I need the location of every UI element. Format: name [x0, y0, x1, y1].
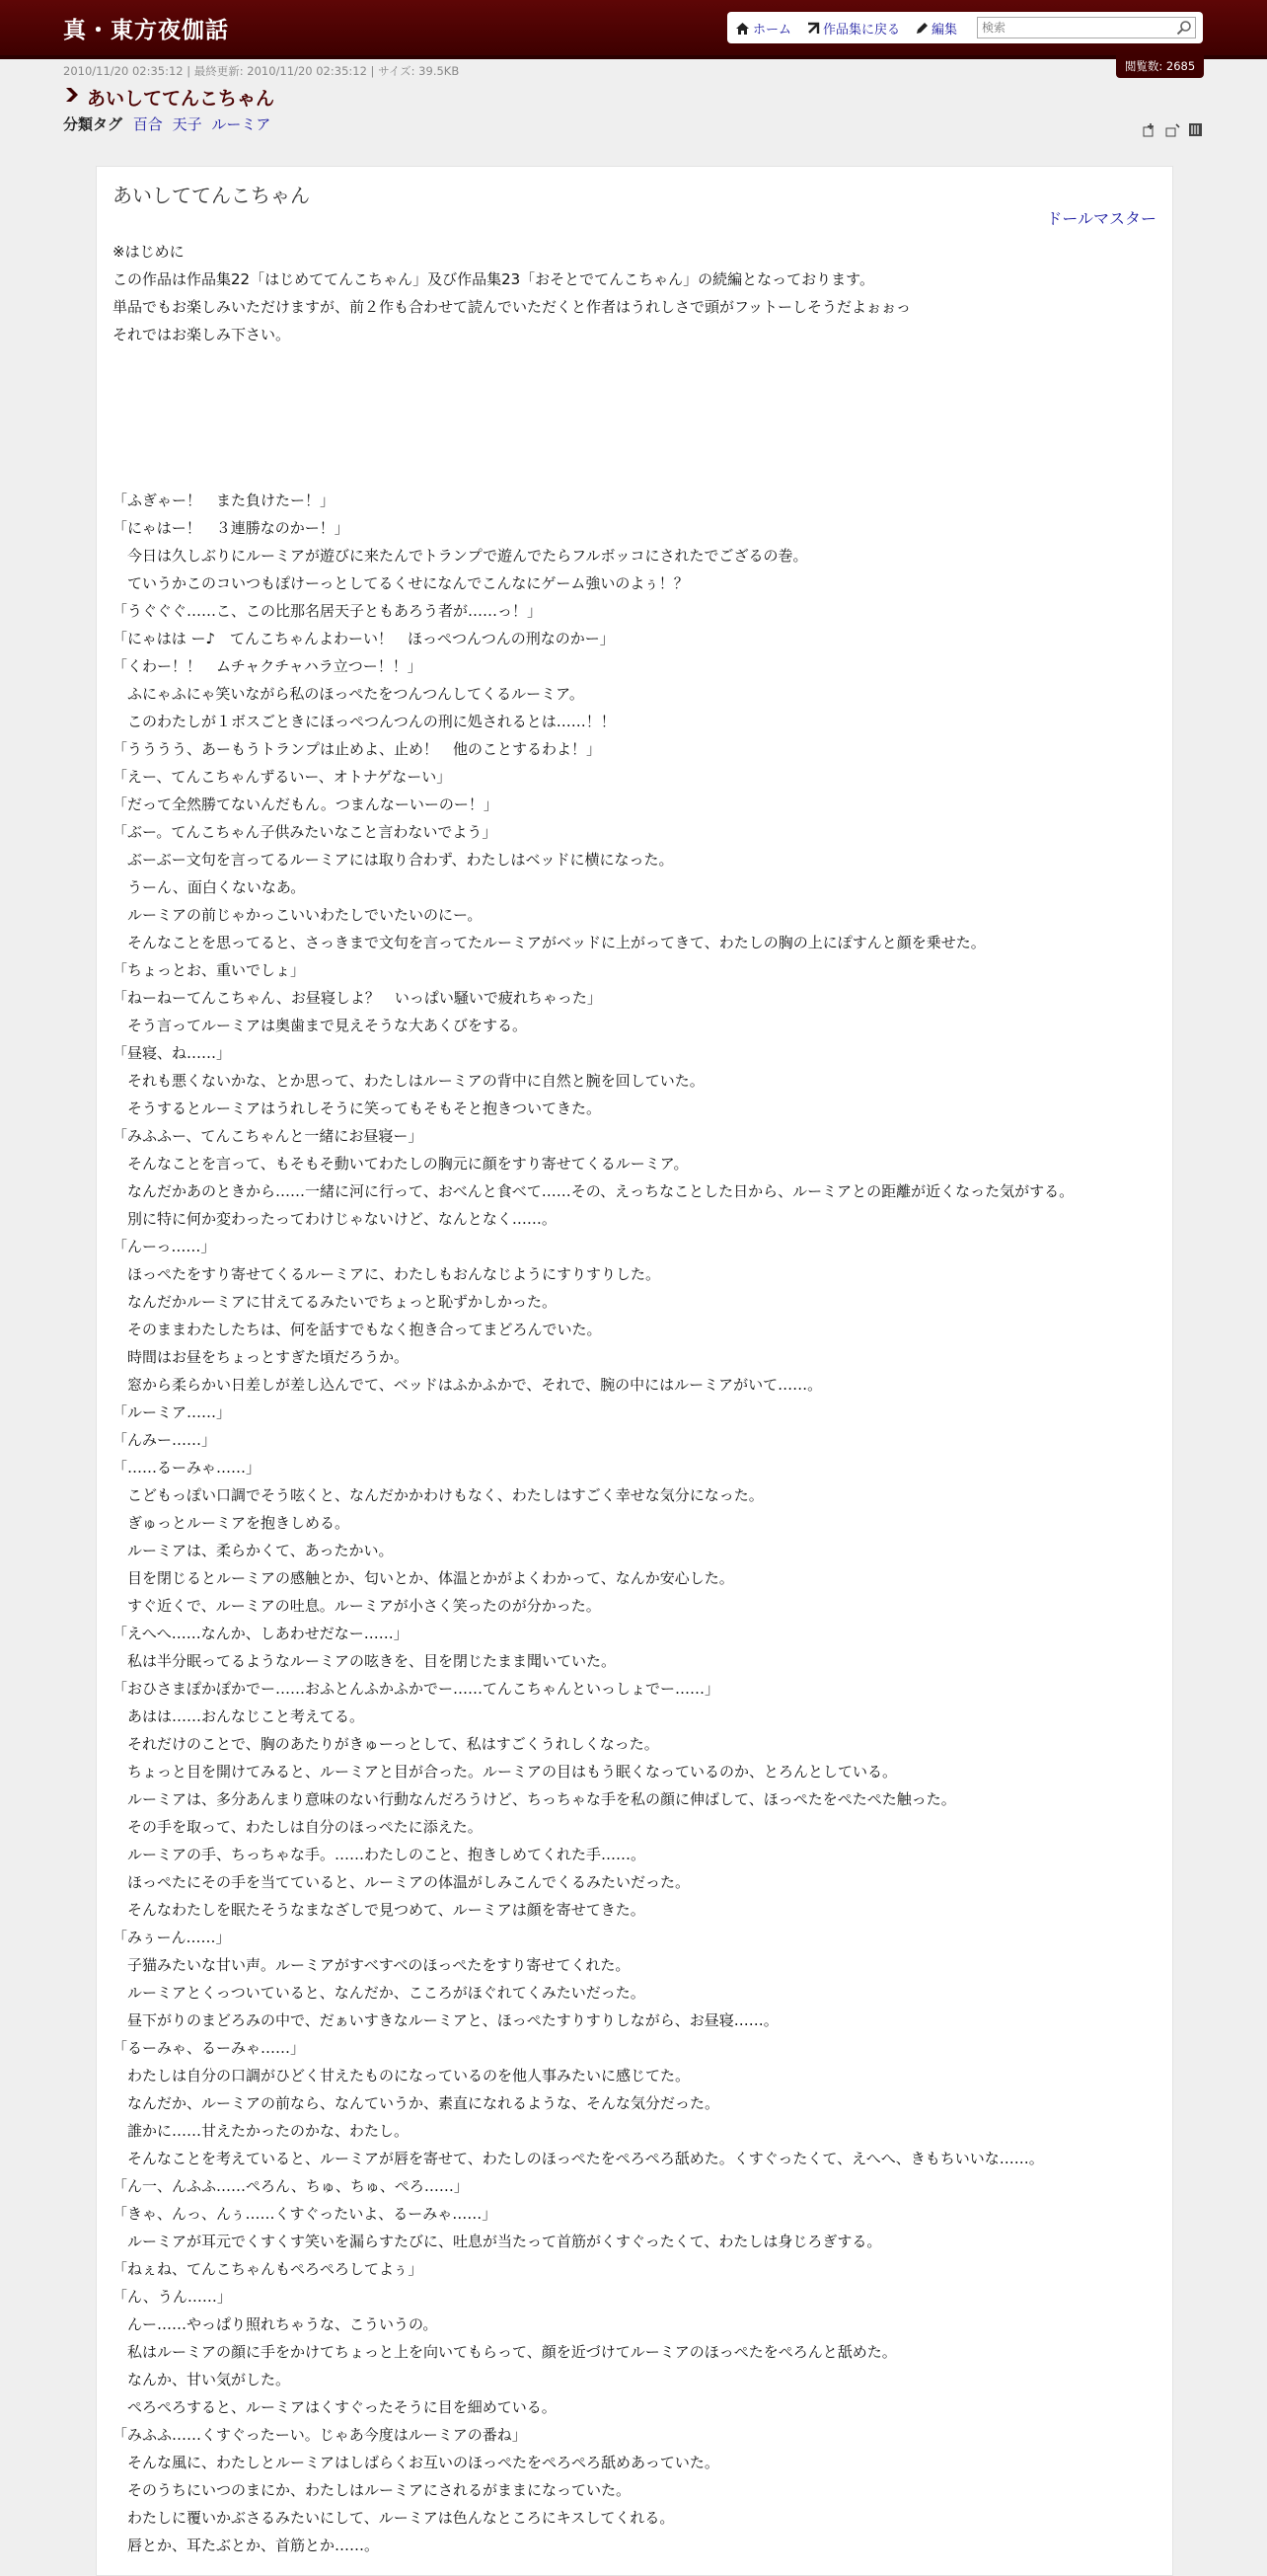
story-line: 「ねーねーてんこちゃん、お昼寝しよ？ いっぱい騒いで疲れちゃった」 — [112, 989, 602, 1007]
story-line: ぎゅっとルーミアを抱きしめる。 — [112, 1514, 350, 1532]
story-line: ていうかこのコいつもぽけーっとしてるくせになんでこんなにゲーム強いのよぅ！？ — [112, 574, 689, 592]
story-line: ルーミアとくっついていると、なんだか、こころがほぐれてくみたいだった。 — [112, 1984, 645, 2002]
story-line: 単品でもお楽しみいただけますが、前２作も合わせて読んでいただくと作者はうれしさで頭がフットーしそうだよぉぉっ — [112, 298, 911, 316]
story-line: なんか、甘い気がした。 — [112, 2371, 291, 2388]
story-line: うーん、面白くないなあ。 — [112, 878, 306, 896]
story-line: その手を取って、わたしは自分のほっぺたに添えた。 — [112, 1818, 483, 1836]
story-line: そんな風に、わたしとルーミアはしばらくお互いのほっぺたをぺろぺろ舐めあっていた。 — [112, 2454, 719, 2471]
view-count-badge: 閲覧数: 2685 — [1116, 54, 1204, 78]
story-line: そんなことを思ってると、さっきまで文句を言ってたルーミアがベッドに上がってきて、わたしの胸の上にぽすんと顔を乗せた。 — [112, 934, 986, 951]
story-line: なんだか、ルーミアの前なら、なんていうか、素直になれるような、そんな気分だった。 — [112, 2094, 720, 2112]
story-line: 私は半分眠ってるようなルーミアの呟きを、目を閉じたまま聞いていた。 — [112, 1652, 617, 1670]
story-line: 時間はお昼をちょっとすぎた頃だろうか。 — [112, 1348, 410, 1366]
story-line: 「ん、うん……」 — [112, 2288, 232, 2306]
site-title[interactable]: 真・東方夜伽話 — [63, 18, 229, 43]
story-line: そのうちにいつのまにか、わたしはルーミアにされるがままになっていた。 — [112, 2481, 632, 2499]
story-line: こどもっぽい口調でそう呟くと、なんだかかわけもなく、わたしはすごく幸せな気分になった。 — [112, 1486, 764, 1504]
story-line: 「ふぎゃー！ また負けたー！」 — [112, 492, 335, 509]
story-line: このわたしが１ボスごときにほっぺつんつんの刑に処されるとは……！！ — [112, 713, 616, 730]
page-title: あいしててんこちゃん — [87, 88, 275, 110]
nav-edit-link[interactable] — [915, 19, 957, 38]
tag-link[interactable]: 百合 — [132, 115, 163, 133]
story-body — [112, 238, 1158, 2559]
story-line: 目を閉じるとルーミアの感触とか、匂いとか、体温とかがよくわかって、なんか安心した。 — [112, 1569, 734, 1587]
hatena-bookmark-icon[interactable] — [1188, 122, 1203, 141]
story-line: ほっぺたをすり寄せてくるルーミアに、わたしもおんなじようにすりすりした。 — [112, 1265, 661, 1283]
nav-back-label: 作品集に戻る — [823, 23, 901, 38]
story-line: なんだかあのときから……一緒に河に行って、おべんと食べて……その、えっちなことした日から、ルーミアとの距離が近くなった気がする。 — [112, 1182, 1075, 1200]
story-line: ルーミアの手、ちっちゃな手。……わたしのこと、抱きしめてくれた手……。 — [112, 1846, 646, 1863]
story-line: 誰かに……甘えたかったのかな、わたし。 — [112, 2122, 410, 2140]
site-header — [0, 0, 1267, 59]
story-line: わたしに覆いかぶさるみたいにして、ルーミアは色んなところにキスしてくれる。 — [112, 2509, 675, 2527]
share-tools — [1140, 122, 1203, 141]
story-line: 「みふふー、てんこちゃんと一緒にお昼寝ー」 — [112, 1127, 423, 1145]
story-line: ルーミアの前じゃかっこいいわたしでいたいのにー。 — [112, 906, 483, 924]
tag-label: 分類タグ — [63, 115, 123, 133]
story-line: そんなわたしを眠たそうなまなざしで見つめて、ルーミアは顔を寄せてきた。 — [112, 1901, 645, 1919]
home-icon — [735, 22, 750, 36]
story-line: 「おひさまぽかぽかでー……おふとんふかふかでー……てんこちゃんといっしょでー……」 — [112, 1680, 720, 1698]
story-line: この作品は作品集22「はじめててんこちゃん」及び作品集23「おそとでてんこちゃん」の続編となっております。 — [112, 270, 874, 288]
story-line: 「にゃはは ー♪ てんこちゃんよわーい！ ほっぺつんつんの刑なのかー」 — [112, 630, 615, 647]
story-line: すぐ近くで、ルーミアの吐息。ルーミアが小さく笑ったのが分かった。 — [112, 1597, 601, 1615]
story-line: 「ルーミア……」 — [112, 1403, 232, 1421]
story-line: そう言ってルーミアは奥歯まで見えそうな大あくびをする。 — [112, 1017, 528, 1034]
story-line: 「ちょっとお、重いでしょ」 — [112, 961, 306, 979]
author-link[interactable]: ドールマスター — [1046, 209, 1156, 228]
story-title: あいしててんこちゃん — [112, 184, 310, 207]
story-line: ちょっと目を開けてみると、ルーミアと目が合った。ルーミアの目はもう眠くなっているのか、とろんとしている。 — [112, 1763, 898, 1780]
tag-link[interactable]: 天子 — [172, 115, 202, 133]
story-line: そうするとルーミアはうれしそうに笑ってもそもそと抱きついてきた。 — [112, 1099, 602, 1117]
story-line: 窓から柔らかい日差しが差し込んでて、ベッドはふかふかで、それで、腕の中にはルーミアがいて……。 — [112, 1376, 823, 1394]
tag-list — [63, 114, 275, 134]
story-line: 別に特に何か変わったってわけじゃないけど、なんとなく……。 — [112, 1210, 557, 1228]
story-line: 子猫みたいな甘い声。ルーミアがすべすべのほっぺたをすり寄せてくれた。 — [112, 1956, 631, 1974]
pencil-icon — [915, 22, 929, 36]
story-line: 「うううう、あーもうトランプは止めよ、止め！ 他のことするわよ！」 — [112, 740, 602, 758]
story-line: ルーミアは、多分あんまり意味のない行動なんだろうけど、ちっちゃな手を私の顔に伸ばして、ほっぺたをぺたぺた触った。 — [112, 1790, 956, 1808]
story-line: そのままわたしたちは、何を話すでもなく抱き合ってまどろんでいた。 — [112, 1321, 602, 1338]
story-line: あはは……おんなじこと考えてる。 — [112, 1707, 365, 1725]
story-line: 「みふふ……くすぐったーい。じゃあ今度はルーミアの番ね」 — [112, 2426, 527, 2444]
story-line: 「にゃはー！ ３連勝なのかー！」 — [112, 519, 349, 537]
tag-link[interactable]: ルーミア — [211, 115, 271, 133]
story-line: 「ぶー。てんこちゃん子供みたいなこと言わないでよう」 — [112, 823, 497, 841]
story-line: それも悪くないかな、とか思って、わたしはルーミアの背中に自然と腕を回していた。 — [112, 1072, 705, 1090]
story-line: 「えへへ……なんか、しあわせだなー……」 — [112, 1625, 409, 1642]
story-line: なんだかルーミアに甘えてるみたいでちょっと恥ずかしかった。 — [112, 1293, 558, 1311]
story-line — [112, 404, 1158, 431]
bookmark-count-icon[interactable] — [1165, 122, 1180, 141]
story-line: 「るーみゃ、るーみゃ……」 — [112, 2039, 306, 2057]
nav-edit-label: 編集 — [932, 23, 958, 38]
nav-home-label: ホーム — [753, 23, 792, 38]
story-line: ※はじめに — [112, 243, 185, 261]
story-line: ぺろぺろすると、ルーミアはくすぐったそうに目を細めている。 — [112, 2398, 557, 2416]
search-icon[interactable] — [1176, 20, 1192, 36]
story-line: 「きゃ、んっ、んぅ……くすぐったいよ、るーみゃ……」 — [112, 2205, 497, 2223]
search-box — [977, 17, 1196, 38]
story-line: ルーミアは、柔らかくて、あったかい。 — [112, 1542, 394, 1559]
story-line: 「ねぇね、てんこちゃんもぺろぺろしてよぅ」 — [112, 2260, 423, 2278]
post-meta: 2010/11/20 02:35:12 | 最終更新: 2010/11/20 02:35:12 | サイズ: 39.5KB — [63, 64, 460, 78]
chevron-right-icon — [63, 86, 81, 104]
nav-home-link[interactable] — [735, 19, 791, 38]
story-line: それではお楽しみ下さい。 — [112, 326, 291, 343]
story-line — [112, 459, 1158, 487]
story-line — [112, 348, 1158, 376]
nav-back-link[interactable] — [806, 19, 900, 38]
story-line: 「くわー！！ ムチャクチャハラ立つー！！」 — [112, 657, 422, 675]
story-line: 「んーっ……」 — [112, 1238, 216, 1255]
story-line: ふにゃふにゃ笑いながら私のほっぺたをつんつんしてくるルーミア。 — [112, 685, 584, 703]
story-line: 「昼寝、ね……」 — [112, 1044, 232, 1062]
story-line: ルーミアが耳元でくすくす笑いを漏らすたびに、吐息が当たって首筋がくすぐったくて、わたしは身じろぎする。 — [112, 2233, 882, 2250]
story-line: 「えー、てんこちゃんずるいー、オトナゲなーい」 — [112, 768, 452, 786]
story-line: 「んみー……」 — [112, 1431, 217, 1449]
story-line: んー……やっぱり照れちゃうな、こういうの。 — [112, 2315, 438, 2333]
story-line: 唇とか、耳たぶとか、首筋とか……。 — [112, 2537, 380, 2554]
bookmark-add-icon[interactable] — [1143, 122, 1157, 141]
story-line: 「……るーみゃ……」 — [112, 1459, 261, 1477]
story-line: 私はルーミアの顔に手をかけてちょっと上を向いてもらって、顔を近づけてルーミアのほっぺたをぺろんと舐めた。 — [112, 2343, 897, 2361]
story-line: 「うぐぐぐ……こ、この比那名居天子ともあろう者が……っ！」 — [112, 602, 543, 620]
story-line — [112, 431, 1158, 459]
story-line: 今日は久しぶりにルーミアが遊びに来たんでトランプで遊んでたらフルボッコにされたでござるの巻。 — [112, 547, 808, 565]
story-line: わたしは自分の口調がひどく甘えたものになっているのを他人事みたいに感じてた。 — [112, 2067, 691, 2084]
story-line: そんなことを考えていると、ルーミアが唇を寄せて、わたしのほっぺたをぺろぺろ舐めた。くすぐったくて、えへへ、きもちいいな……。 — [112, 2150, 1044, 2167]
story-line: 昼下がりのまどろみの中で、だぁいすきなルーミアと、ほっぺたすりすりしながら、お昼寝……。 — [112, 2011, 779, 2029]
search-input[interactable] — [980, 19, 1171, 37]
story-line: 「ん一、んふふ……ぺろん、ちゅ、ちゅ、ぺろ……」 — [112, 2177, 469, 2195]
story-line: ぶーぶー文句を言ってるルーミアには取り合わず、わたしはベッドに横になった。 — [112, 851, 674, 869]
story-line — [112, 376, 1158, 404]
nav-bar — [727, 12, 1203, 43]
story-line: 「みぅーん……」 — [112, 1929, 231, 1946]
back-arrow-icon — [806, 22, 820, 36]
story-panel — [96, 166, 1173, 2576]
story-line: ほっぺたにその手を当てていると、ルーミアの体温がしみこんでくるみたいだった。 — [112, 1873, 691, 1891]
story-line: それだけのことで、胸のあたりがきゅーっとして、私はすごくうれしくなった。 — [112, 1735, 659, 1753]
story-line: 「だって全然勝てないんだもん。つまんなーいーのー！」 — [112, 796, 498, 813]
story-line: そんなことを言って、もそもそ動いてわたしの胸元に顔をすり寄せてくるルーミア。 — [112, 1155, 689, 1173]
